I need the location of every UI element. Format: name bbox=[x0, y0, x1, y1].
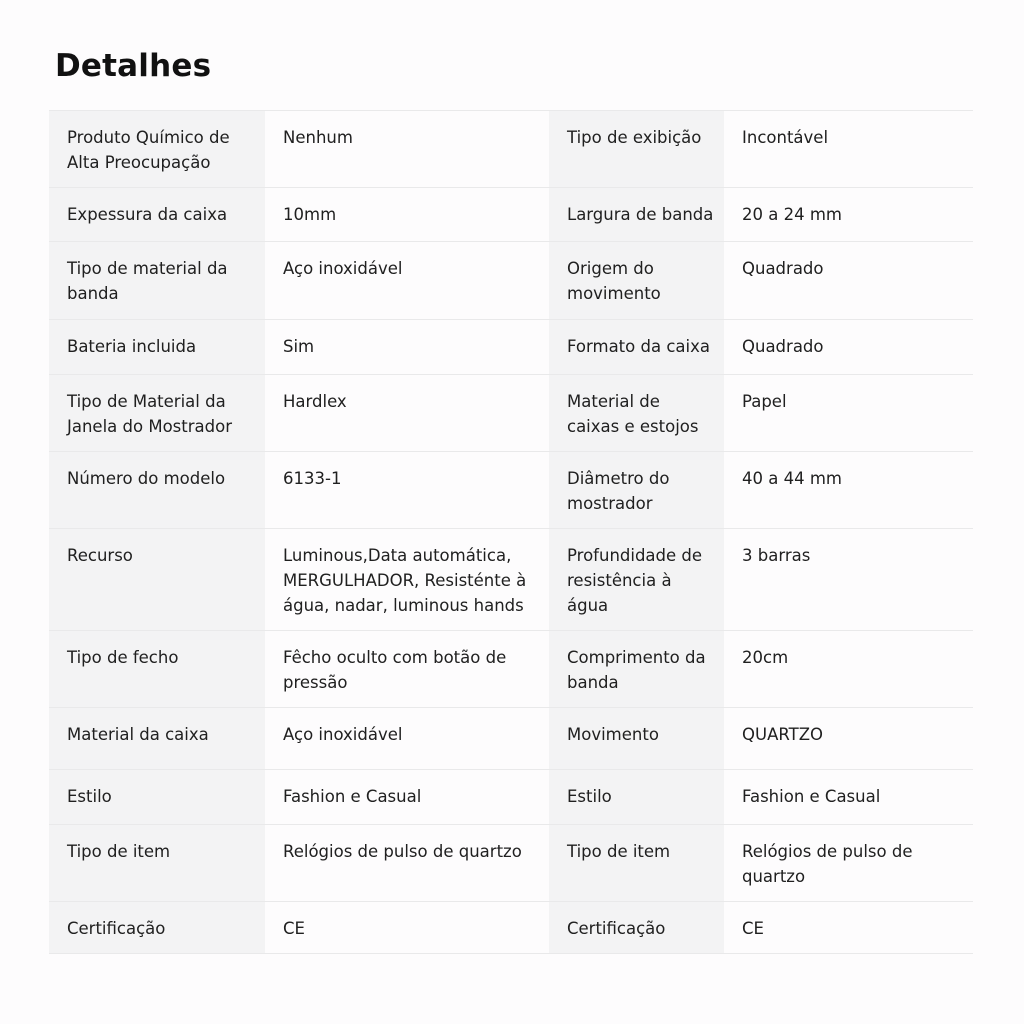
spec-label: Tipo de Material da Janela do Mostrador bbox=[49, 375, 265, 452]
spec-label: Tipo de item bbox=[49, 825, 265, 902]
spec-value: Papel bbox=[724, 375, 973, 452]
spec-label: Expessura da caixa bbox=[49, 188, 265, 242]
table-row bbox=[49, 770, 973, 825]
spec-value: Relógios de pulso de quartzo bbox=[724, 825, 973, 902]
spec-label: Bateria incluida bbox=[49, 320, 265, 375]
table-row bbox=[49, 188, 973, 242]
table-row bbox=[49, 902, 973, 954]
spec-value: Luminous,Data automática, MERGULHADOR, Resisténte à água, nadar, luminous hands bbox=[265, 529, 549, 631]
spec-value: Aço inoxidável bbox=[265, 708, 549, 770]
spec-label: Diâmetro do mostrador bbox=[549, 452, 724, 529]
spec-value: Incontável bbox=[724, 111, 973, 188]
spec-label: Largura de banda bbox=[549, 188, 724, 242]
spec-label: Tipo de exibição bbox=[549, 111, 724, 188]
table-row bbox=[49, 111, 973, 188]
spec-label: Material de caixas e estojos bbox=[549, 375, 724, 452]
spec-value: Hardlex bbox=[265, 375, 549, 452]
spec-value: Aço inoxidável bbox=[265, 242, 549, 320]
spec-value: Fashion e Casual bbox=[265, 770, 549, 825]
spec-label: Produto Químico de Alta Preocupação bbox=[49, 111, 265, 188]
spec-value: 6133-1 bbox=[265, 452, 549, 529]
table-row bbox=[49, 529, 973, 631]
spec-label: Tipo de fecho bbox=[49, 631, 265, 708]
spec-label: Recurso bbox=[49, 529, 265, 631]
spec-label: Tipo de material da banda bbox=[49, 242, 265, 320]
spec-value: Sim bbox=[265, 320, 549, 375]
spec-label: Origem do movimento bbox=[549, 242, 724, 320]
spec-value: CE bbox=[265, 902, 549, 954]
table-row bbox=[49, 375, 973, 452]
spec-value: CE bbox=[724, 902, 973, 954]
spec-value: Nenhum bbox=[265, 111, 549, 188]
spec-value: QUARTZO bbox=[724, 708, 973, 770]
spec-value: Relógios de pulso de quartzo bbox=[265, 825, 549, 902]
table-row bbox=[49, 708, 973, 770]
spec-value: Quadrado bbox=[724, 242, 973, 320]
spec-value: 40 a 44 mm bbox=[724, 452, 973, 529]
table-row bbox=[49, 320, 973, 375]
spec-label: Tipo de item bbox=[549, 825, 724, 902]
table-row bbox=[49, 242, 973, 320]
spec-label: Formato da caixa bbox=[549, 320, 724, 375]
spec-label: Comprimento da banda bbox=[549, 631, 724, 708]
details-table bbox=[49, 110, 973, 954]
spec-label: Estilo bbox=[49, 770, 265, 825]
spec-value: Fêcho oculto com botão de pressão bbox=[265, 631, 549, 708]
spec-label: Número do modelo bbox=[49, 452, 265, 529]
spec-label: Profundidade de resistência à água bbox=[549, 529, 724, 631]
spec-value: 10mm bbox=[265, 188, 549, 242]
spec-value: Fashion e Casual bbox=[724, 770, 973, 825]
spec-label: Material da caixa bbox=[49, 708, 265, 770]
table-row bbox=[49, 631, 973, 708]
spec-value: 3 barras bbox=[724, 529, 973, 631]
table-row bbox=[49, 452, 973, 529]
spec-label: Certificação bbox=[549, 902, 724, 954]
spec-value: Quadrado bbox=[724, 320, 973, 375]
spec-label: Movimento bbox=[549, 708, 724, 770]
spec-label: Certificação bbox=[49, 902, 265, 954]
section-title: Detalhes bbox=[55, 48, 212, 84]
spec-value: 20cm bbox=[724, 631, 973, 708]
spec-value: 20 a 24 mm bbox=[724, 188, 973, 242]
spec-label: Estilo bbox=[549, 770, 724, 825]
table-row bbox=[49, 825, 973, 902]
